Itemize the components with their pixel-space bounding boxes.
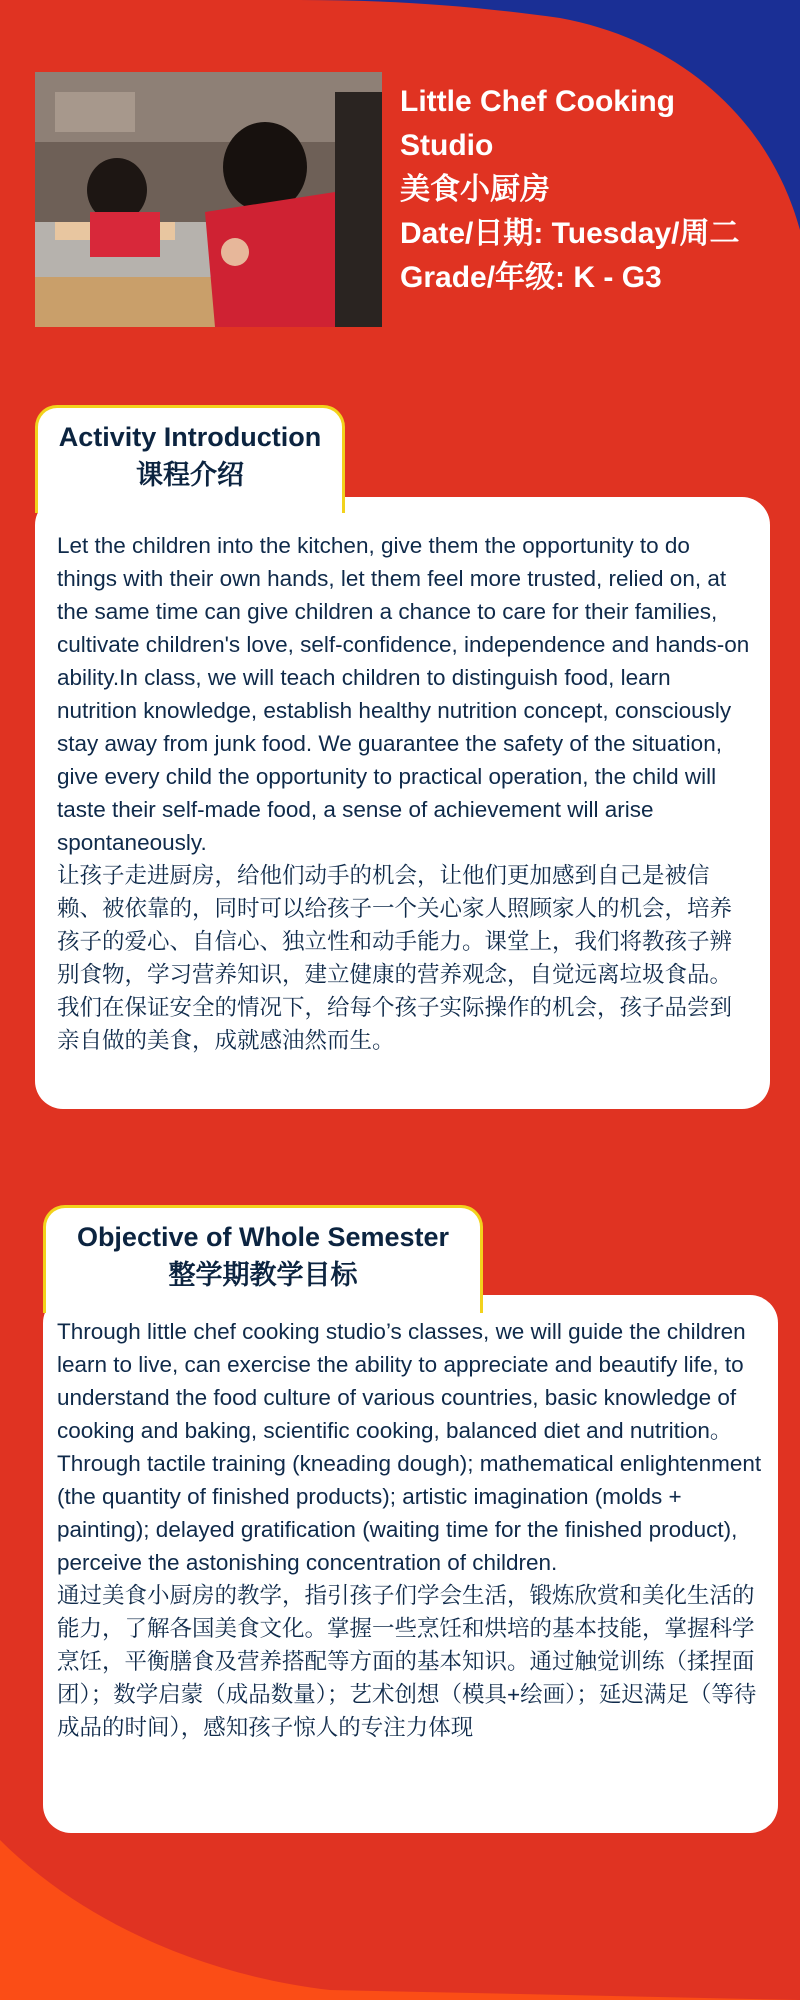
- activity-introduction-card: [35, 497, 770, 1109]
- title-chinese: 美食小厨房: [400, 173, 550, 206]
- header-info: [400, 80, 790, 300]
- activity-introduction-title-zh: 课程介绍: [136, 460, 244, 490]
- semester-objective-english: Through little chef cooking studio’s classes, we will guide the children learn to live, can exercise the ability to appreciate and beautify life, to understand the food culture of various countries, basic knowledge of cooking and baking, scientific cooking, balanced diet and nutrition。Through tactile training (kneading dough); mathematical enlightenment (the quantity of finished products); artistic imagination (molds + painting); delayed gratification (waiting time for the finished product), perceive the astonishing concentration of children.: [57, 1319, 762, 1575]
- date-info: Date/日期: Tuesday/周二: [400, 217, 740, 250]
- header-photo: [35, 72, 382, 327]
- activity-introduction-title-en: Activity Introduction: [58, 422, 322, 452]
- semester-objective-card: [43, 1295, 778, 1833]
- grade-info: Grade/年级: K - G3: [400, 261, 662, 294]
- bottom-orange-wave: [0, 1840, 800, 2000]
- semester-objective-title-en: Objective of Whole Semester: [76, 1222, 450, 1252]
- activity-introduction-english: Let the children into the kitchen, give them the opportunity to do things with their own hands, let them feel more trusted, relied on, at the same time can give children a chance to care for their families, cultivate children's love, self-confidence, independence and hands-on ability.In class, we will teach children to distinguish food, learn nutrition knowledge, establish healthy nutrition concept, consciously stay away from junk food. We guarantee the safety of the situation, give every child the opportunity to practical operation, the child will taste their self-made food, a sense of achievement will arise spontaneously.: [57, 533, 750, 855]
- children-cooking-photo: [35, 72, 382, 327]
- activity-introduction-chinese: 让孩子走进厨房，给他们动手的机会，让他们更加感到自己是被信赖、被依靠的，同时可以给孩子一个关心家人照顾家人的机会，培养孩子的爱心、自信心、独立性和动手能力。课堂上，我们将教孩子辨别食物，学习营养知识，建立健康的营养观念，自觉远离垃圾食品。我们在保证安全的情况下，给每个孩子实际操作的机会，孩子品尝到亲自做的美食，成就感油然而生。: [57, 863, 733, 1053]
- semester-objective-heading: [43, 1205, 483, 1313]
- title-line-2: Studio: [400, 129, 494, 162]
- title-line-1: Little Chef Cooking: [400, 85, 675, 118]
- activity-introduction-heading: [35, 405, 345, 513]
- semester-objective-chinese: 通过美食小厨房的教学，指引孩子们学会生活，锻炼欣赏和美化生活的能力，了解各国美食文化。掌握一些烹饪和烘培的基本技能，掌握科学烹饪，平衡膳食及营养搭配等方面的基本知识。通过触觉训练（揉捏面团）；数学启蒙（成品数量）；艺术创想（模具+绘画）；延迟满足（等待成品的时间），感知孩子惊人的专注力体现: [57, 1583, 757, 1740]
- semester-objective-title-zh: 整学期教学目标: [168, 1260, 358, 1290]
